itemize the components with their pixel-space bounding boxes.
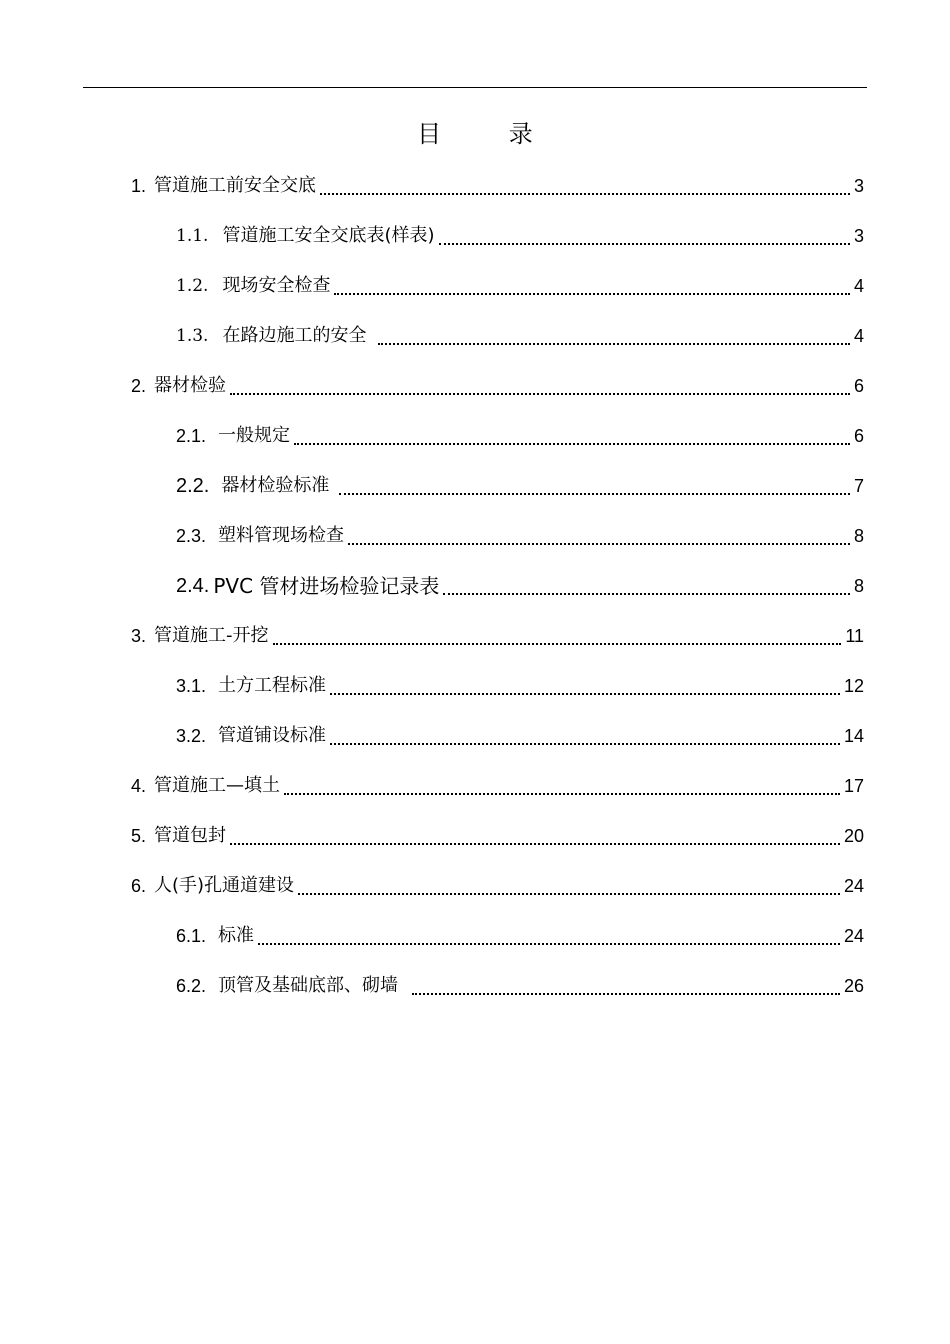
- toc-entry-5[interactable]: [131, 818, 864, 848]
- toc-entry-title: 管道包封: [154, 825, 227, 846]
- toc-entry-title: 一般规定: [218, 425, 291, 446]
- toc-entry-number: 2.2.: [176, 475, 210, 497]
- toc-entry-page: 3: [853, 226, 864, 246]
- toc-entry-2-1[interactable]: [176, 418, 864, 448]
- toc-entry-title: 器材检验: [154, 375, 227, 396]
- toc-entry-page: 20: [843, 826, 864, 846]
- dot-leader: [443, 573, 850, 595]
- dot-leader: [378, 323, 850, 345]
- toc-entry-page: 7: [853, 476, 864, 496]
- toc-entry-page: 4: [853, 276, 864, 296]
- toc-entry-number: 4.: [131, 776, 147, 796]
- toc-entry-page: 8: [853, 526, 864, 546]
- toc-entry-2-4[interactable]: [176, 568, 864, 598]
- toc-entry-3[interactable]: [131, 618, 864, 648]
- toc-entry-2[interactable]: [131, 368, 864, 398]
- dot-leader: [439, 223, 850, 245]
- toc-entry-number: 1.1.: [176, 226, 209, 246]
- toc-entry-number: 2.3.: [176, 526, 207, 546]
- toc-entry-title: 塑料管现场检查: [218, 525, 345, 546]
- toc-entry-number: 2.: [131, 376, 147, 396]
- dot-leader: [330, 673, 840, 695]
- toc-entry-number: 3.2.: [176, 726, 207, 746]
- toc-entry-number: 5.: [131, 826, 147, 846]
- toc-entry-page: 24: [843, 926, 864, 946]
- toc-entry-number: 1.3.: [176, 326, 209, 346]
- toc-entry-page: 11: [845, 626, 864, 646]
- toc-entry-3-2[interactable]: [176, 718, 864, 748]
- toc-entry-title: 标准: [218, 925, 255, 946]
- dot-leader: [320, 173, 850, 195]
- dot-leader: [258, 923, 840, 945]
- toc-entry-number: 3.1.: [176, 676, 207, 696]
- toc-entry-title: 顶管及基础底部、砌墙: [218, 975, 399, 996]
- toc-entry-number: 6.1.: [176, 926, 207, 946]
- toc-entry-6[interactable]: [131, 868, 864, 898]
- toc-entry-title: 管道施工前安全交底: [154, 175, 317, 196]
- dot-leader: [348, 523, 850, 545]
- toc-entry-2-3[interactable]: [176, 518, 864, 548]
- toc-entry-page: 4: [853, 326, 864, 346]
- toc-entry-1-3[interactable]: [176, 318, 864, 348]
- dot-leader: [412, 973, 840, 995]
- page-title: 目 录: [417, 120, 563, 148]
- toc-entry-number: 1.: [131, 176, 147, 196]
- dot-leader: [339, 473, 850, 495]
- dot-leader: [273, 623, 842, 645]
- toc-entry-title: 管道施工—填土: [154, 775, 281, 796]
- toc-entry-number: 1.2.: [176, 276, 209, 296]
- toc-entry-number: 6.2.: [176, 976, 207, 996]
- toc-entry-1[interactable]: [131, 168, 864, 198]
- dot-leader: [298, 873, 840, 895]
- toc-entry-page: 14: [843, 726, 864, 746]
- toc-entry-page: 12: [843, 676, 864, 696]
- toc-entry-page: 6: [853, 426, 864, 446]
- toc-entry-page: 8: [853, 576, 864, 596]
- toc-entry-title: PVC 管材进场检验记录表: [213, 574, 440, 598]
- toc-entry-title: 管道铺设标准: [218, 725, 327, 746]
- dot-leader: [230, 373, 850, 395]
- toc-entry-title: 管道施工-开挖: [154, 625, 269, 646]
- dot-leader: [334, 273, 850, 295]
- toc-entry-title: 土方工程标准: [218, 675, 327, 696]
- toc-entry-3-1[interactable]: [176, 668, 864, 698]
- toc-entry-6-2[interactable]: [176, 968, 864, 998]
- dot-leader: [294, 423, 850, 445]
- toc-entry-number: 6.: [131, 876, 147, 896]
- toc-entry-title: 在路边施工的安全: [222, 325, 367, 346]
- toc-entry-page: 24: [843, 876, 864, 896]
- dot-leader: [230, 823, 840, 845]
- toc-entry-number: 3.: [131, 626, 147, 646]
- toc-entry-4[interactable]: [131, 768, 864, 798]
- toc-entry-title: 现场安全检查: [222, 275, 331, 296]
- toc-entry-2-2[interactable]: [176, 468, 864, 498]
- toc-entry-number: 2.4.: [176, 575, 210, 597]
- toc-entry-page: 6: [853, 376, 864, 396]
- toc-entry-1-2[interactable]: [176, 268, 864, 298]
- toc-entry-number: 2.1.: [176, 426, 207, 446]
- toc-entry-title: 管道施工安全交底表(样表): [222, 225, 435, 246]
- toc-entry-page: 26: [843, 976, 864, 996]
- toc-entry-page: 17: [843, 776, 864, 796]
- toc-entry-6-1[interactable]: [176, 918, 864, 948]
- toc-entry-title: 器材检验标准: [221, 475, 330, 496]
- dot-leader: [330, 723, 840, 745]
- toc-entry-title: 人(手)孔通道建设: [154, 875, 295, 896]
- toc-entry-1-1[interactable]: [176, 218, 864, 248]
- dot-leader: [284, 773, 840, 795]
- toc-entry-page: 3: [853, 176, 864, 196]
